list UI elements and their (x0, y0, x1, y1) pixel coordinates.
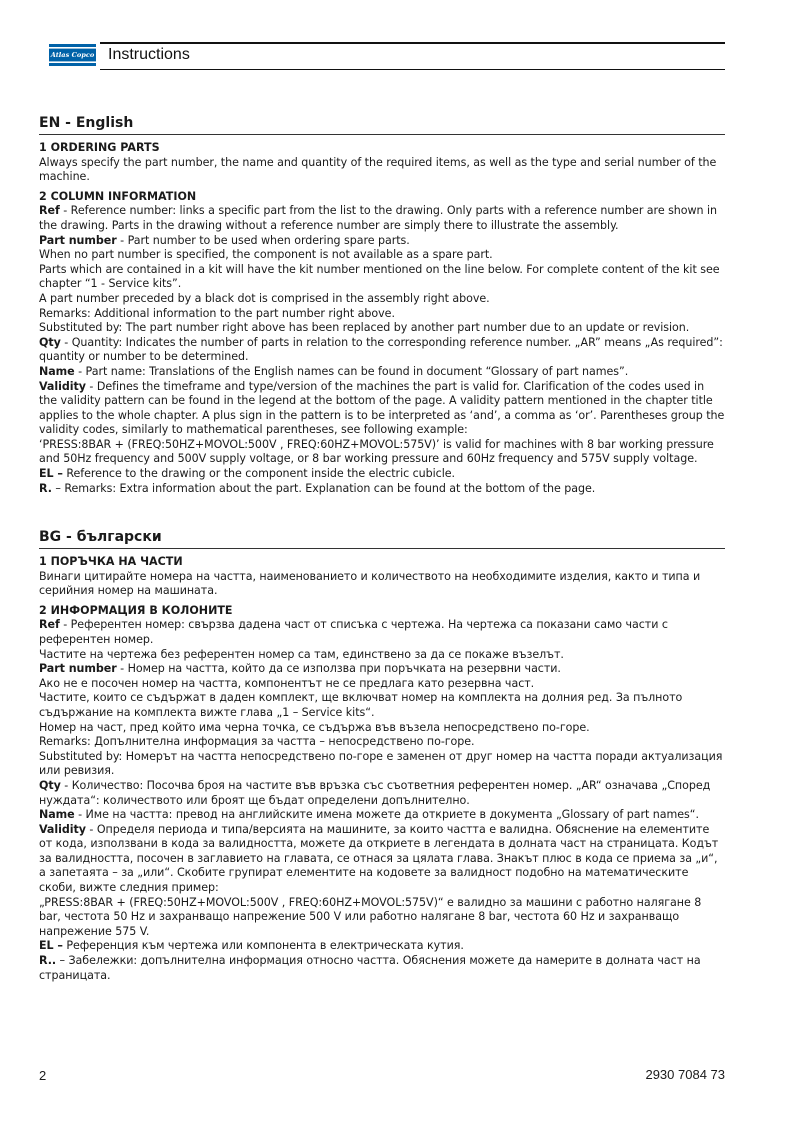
ref-label-bg: Ref (39, 618, 60, 632)
ref-text: - Reference number: links a specific part from the list to the drawing. Only parts with a reference number are shown in the drawing. Parts in the drawing without a reference number are simply there to illustrate the assembly. (39, 204, 718, 232)
validity-label: Validity (39, 379, 86, 393)
name-paragraph-bg (39, 808, 725, 823)
qty-label-bg: Qty (39, 778, 61, 792)
name-text-bg: - Име на частта: превод на английските имена можете да откриете в документа „Glossary of part names“. (74, 808, 699, 822)
ref-label: Ref (39, 204, 60, 218)
validity-paragraph-bg (39, 823, 725, 896)
validity-example-text-bg: „PRESS:8BAR + (FREQ:50HZ+MOVOL:500V , FREQ:60HZ+MOVOL:575V)“ е валидно за машини с работно налягане 8 bar, честота 50 Hz и захранващо напрежение 500 V или работно налягане 8 bar, честота 60 Hz и захранващо напрежение 575 V. (39, 895, 702, 938)
black-dot-text-bg: Номер на част, пред който има черна точка, се съдържа във възела непосредствено по-горе. (39, 720, 590, 734)
el-paragraph (39, 467, 725, 482)
name-paragraph (39, 365, 725, 380)
black-dot-text: A part number preceded by a black dot is comprised in the assembly right above. (39, 291, 490, 305)
validity-text-bg: - Определя периода и типа/версията на машините, за които частта е валидна. Обяснение на елементите от кода, използвани в кода за валидността, можете да откриете в легендата в долната част на страницата. Кодът за валидността, посочен в заглавието на главата, се отнася за цялата глава. Знакът плюс в кода се приема за „и“, а запетаята – за „или“. Скобите групират елементите на кодовете за валидност подобно на математическите скоби, вижте следния пример: (39, 822, 719, 895)
ref-paragraph (39, 204, 725, 233)
substituted-text: Substituted by: The part number right above has been replaced by another part number due to an update or revision. (39, 321, 690, 335)
header-rule-top (100, 42, 725, 44)
validity-paragraph (39, 380, 725, 438)
header-rule-bottom (100, 69, 725, 70)
section-title-bulgarian: BG - български (39, 527, 725, 549)
ordering-parts-text-bg: Винаги цитирайте номера на частта, наименованието и количеството на необходимите изделия, както и типа и серийния номер на машината. (39, 569, 701, 598)
validity-label-bg: Validity (39, 822, 86, 836)
r-text-bg: – Забележки: допълнителна информация относно частта. Обяснения можете да намерите в долната част на страницата. (39, 954, 701, 982)
el-label: EL – (39, 467, 63, 481)
remarks-text: Remarks: Additional information to the part number right above. (39, 306, 395, 320)
part-number-paragraph-bg (39, 662, 725, 677)
svg-text:Atlas Copco: Atlas Copco (50, 51, 95, 60)
r-label: R. (39, 481, 52, 495)
header-title: Instructions (108, 46, 190, 63)
part-number-paragraph (39, 234, 725, 249)
el-text-bg: Референция към чертежа или компонента в електрическата кутия. (62, 939, 464, 953)
r-paragraph-bg (39, 954, 725, 983)
document-number: 2930 7084 73 (645, 1067, 725, 1082)
qty-text-bg: - Количество: Посочва броя на частите във връзка със съответния референтен номер. „AR“ означава „Според нуждата“: количеството или броят ще бъдат определени допълнително. (39, 778, 711, 807)
validity-text: - Defines the timeframe and type/version of the machines the part is valid for. Clarification of the codes used in the validity pattern can be found in the legend at the bottom of the page. A validity pattern mentioned in the chapter title applies to the whole chapter. A plus sign in the pattern is to be interpreted as ‘and’, a comma as ‘or’. Parentheses group the validity codes, similarly to mathematical parentheses, see following example: (39, 379, 725, 437)
substituted-text-bg: Substituted by: Номерът на частта непосредствено по-горе е заменен от друг номер на частта поради актуализация или ревизия. (39, 749, 723, 778)
section-bulgarian (39, 527, 725, 983)
el-label-bg: EL – (39, 939, 63, 953)
column-information-heading: 2 COLUMN INFORMATION (39, 189, 197, 203)
qty-text: - Quantity: Indicates the number of parts in relation to the corresponding reference number. „AR” means „As required”: quantity or number to be determined. (39, 335, 723, 364)
no-part-number-text: When no part number is specified, the component is not available as a spare part. (39, 248, 493, 262)
name-text: - Part name: Translations of the English names can be found in document “Glossary of part names”. (74, 364, 629, 378)
kit-text-bg: Частите, които се съдържат в даден комплект, ще включват номер на комплекта на долния ред. За пълното съдържание на комплекта вижте глава „1 – Service kits“. (39, 691, 683, 719)
name-label-bg: Name (39, 808, 75, 822)
r-label-bg: R.. (39, 954, 57, 968)
section-title-english: EN - English (39, 113, 725, 135)
el-text: Reference to the drawing or the component inside the electric cubicle. (62, 467, 456, 481)
r-paragraph (39, 482, 725, 497)
page-number: 2 (39, 1068, 47, 1083)
part-number-text: - Part number to be used when ordering spare parts. (116, 233, 410, 247)
kit-text: Parts which are contained in a kit will have the kit number mentioned on the line below. For complete content of the kit see chapter “1 - Service kits”. (39, 262, 720, 291)
ordering-parts-heading-bg: 1 ПОРЪЧКА НА ЧАСТИ (39, 555, 183, 568)
part-number-label-bg: Part number (39, 662, 117, 676)
el-paragraph-bg (39, 939, 725, 954)
ref-text-bg: - Референтен номер: свързва дадена част от списъка с чертежа. На чертежа са показани само части с референтен номер. (39, 618, 668, 646)
no-part-number-text-bg: Ако не е посочен номер на частта, компонентът не се предлага като резервна част. (39, 676, 535, 690)
remarks-text-bg: Remarks: Допълнителна информация за частта – непосредствено по-горе. (39, 735, 475, 749)
section-english (39, 113, 725, 496)
column-information-heading-bg: 2 ИНФОРМАЦИЯ В КОЛОНИТЕ (39, 603, 233, 617)
validity-example-text: ‘PRESS:8BAR + (FREQ:50HZ+MOVOL:500V , FREQ:60HZ+MOVOL:575V)’ is valid for machines with 8 bar working pressure and 50Hz frequency and 500V supply voltage, or 8 bar working pressure and 60Hz frequency and 575V supply voltage. (39, 437, 714, 466)
page-header (49, 40, 725, 76)
qty-paragraph-bg (39, 779, 725, 808)
name-label: Name (39, 364, 75, 378)
atlas-copco-logo (49, 44, 96, 66)
part-number-text-bg: - Номер на частта, който да се използва при поръчката на резервни части. (116, 662, 561, 676)
ordering-parts-text: Always specify the part number, the name and quantity of the required items, as well as the type and serial number of the machine. (39, 155, 717, 184)
qty-paragraph (39, 336, 725, 365)
r-text: – Remarks: Extra information about the part. Explanation can be found at the bottom of the page. (51, 481, 596, 495)
ordering-parts-heading: 1 ORDERING PARTS (39, 141, 160, 154)
part-number-label: Part number (39, 233, 117, 247)
no-ref-text-bg: Частите на чертежа без референтен номер са там, единствено за да се покаже възелът. (39, 647, 564, 661)
ref-paragraph-bg (39, 618, 725, 647)
qty-label: Qty (39, 335, 61, 349)
